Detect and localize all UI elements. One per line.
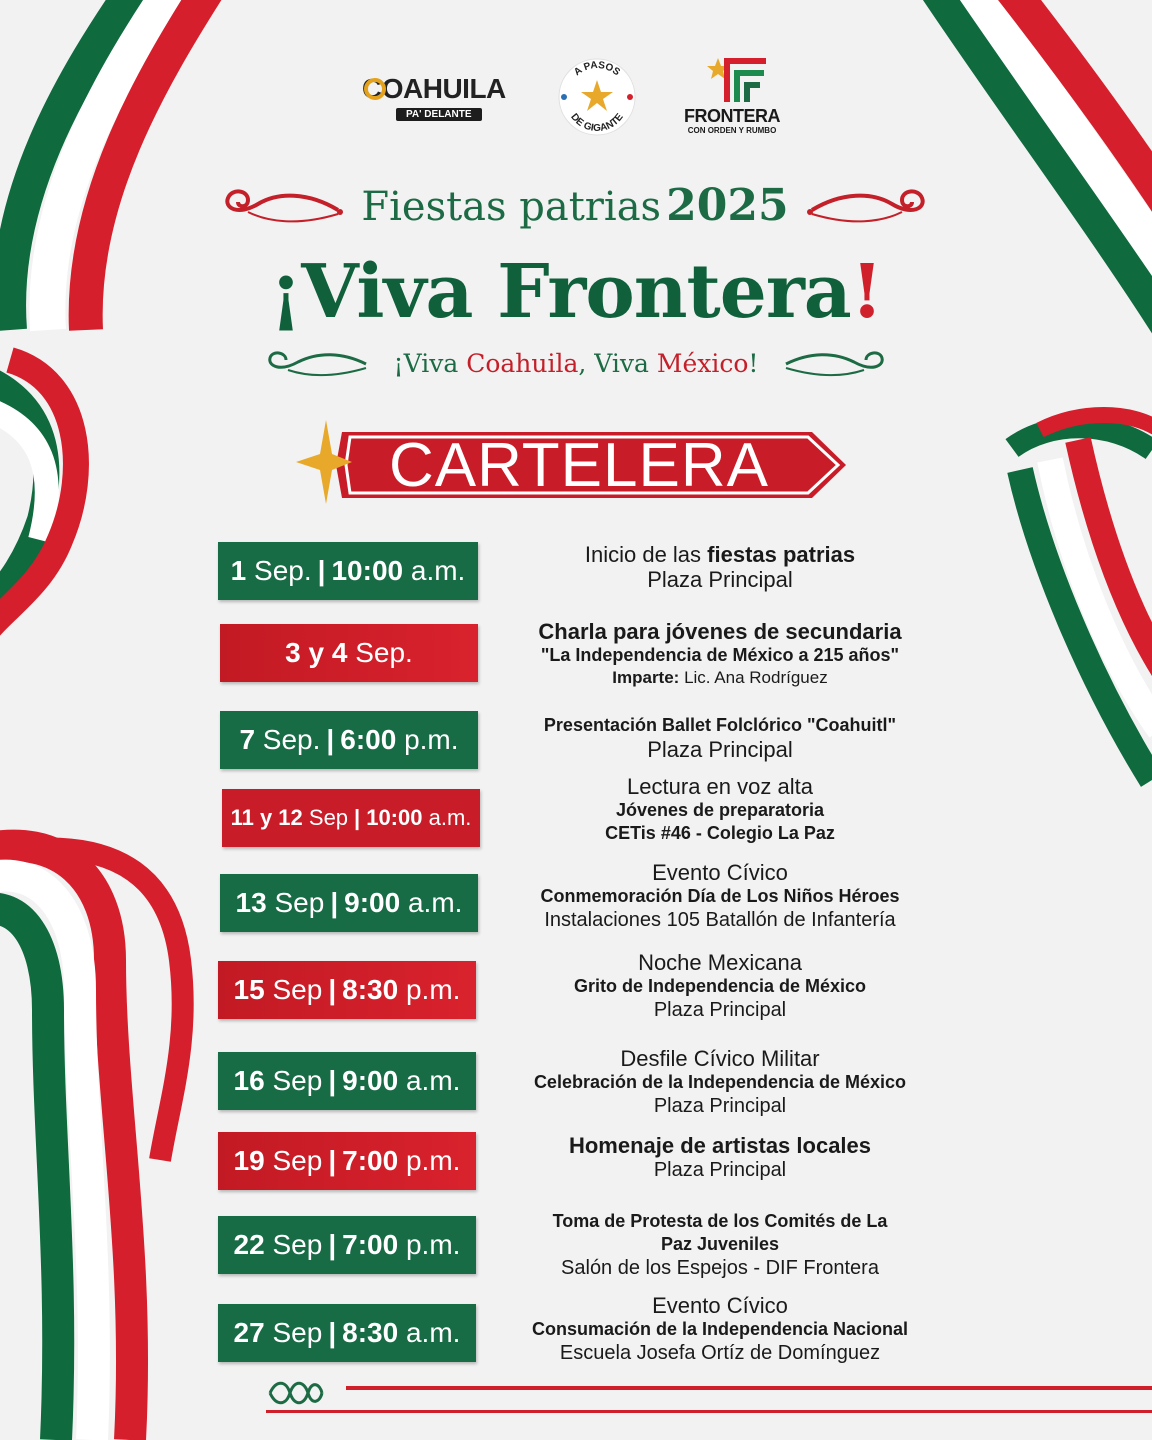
event-day: 15 bbox=[233, 974, 265, 1005]
star-icon bbox=[296, 420, 352, 504]
event-detail: "La Independencia de México a 215 años" bbox=[540, 645, 900, 665]
event-description bbox=[500, 1133, 940, 1183]
slogan-part: ! bbox=[748, 349, 759, 378]
event-date-badge: 15 Sep | 8:30 p.m. bbox=[218, 961, 476, 1019]
event-title: Desfile Cívico Militar bbox=[620, 1046, 820, 1071]
title-main-text: Viva Frontera bbox=[301, 249, 851, 335]
event-title-bold: fiestas patrias bbox=[707, 542, 856, 567]
event-day: 22 bbox=[233, 1229, 265, 1260]
event-day: 3 y 4 bbox=[285, 637, 348, 668]
coahuila-logo-tagline: PA' DELANTE bbox=[396, 108, 482, 121]
event-date-badge: 27 Sep | 8:30 a.m. bbox=[218, 1304, 476, 1362]
event-ampm: p.m. bbox=[405, 1145, 461, 1176]
event-month: Sep. bbox=[355, 637, 413, 668]
slogan-coahuila: Coahuila bbox=[466, 349, 579, 378]
event-day: 13 bbox=[235, 887, 267, 918]
slogan-part: ¡Viva bbox=[393, 349, 467, 378]
event-time: 6:00 bbox=[340, 724, 397, 755]
frontera-logo-text: FRONTERA bbox=[684, 106, 780, 126]
event-ampm: p.m. bbox=[405, 974, 461, 1005]
event-title: Presentación Ballet Folclórico "Coahuitl" bbox=[543, 715, 897, 735]
event-title: Inicio de las bbox=[584, 542, 708, 567]
flourish-left-top-icon bbox=[218, 182, 344, 228]
event-time: 7:00 bbox=[342, 1229, 399, 1260]
event-ampm: p.m. bbox=[405, 1229, 461, 1260]
event-venue: Plaza Principal bbox=[653, 999, 787, 1021]
pasos-top-text: A PASOS bbox=[572, 59, 622, 79]
pasos-bottom-text: DE GIGANTE bbox=[568, 111, 626, 134]
event-ampm: a.m. bbox=[410, 555, 466, 586]
event-detail: Jóvenes de preparatoria bbox=[615, 800, 825, 820]
event-detail: Conmemoración Día de Los Niños Héroes bbox=[540, 886, 900, 906]
event-date-badge bbox=[220, 624, 478, 682]
event-description bbox=[500, 619, 940, 689]
event-speaker-label: Imparte: bbox=[612, 668, 680, 687]
event-day: 19 bbox=[233, 1145, 265, 1176]
event-description bbox=[500, 1046, 940, 1119]
event-venue: Escuela Josefa Ortíz de Domínguez bbox=[559, 1342, 881, 1364]
event-description bbox=[500, 1210, 940, 1281]
event-month: Sep bbox=[272, 1317, 323, 1348]
flourish-right-top-icon bbox=[806, 182, 932, 228]
event-date-badge: 19 Sep | 7:00 p.m. bbox=[218, 1132, 476, 1190]
event-date-badge: 7 Sep. | 6:00 p.m. bbox=[220, 711, 478, 769]
event-description bbox=[500, 714, 940, 762]
frontera-logo-tagline: CON ORDEN Y RUMBO bbox=[687, 126, 777, 135]
event-description bbox=[500, 1293, 940, 1366]
event-subtitle bbox=[350, 180, 800, 238]
event-venue: CETis #46 - Colegio La Paz bbox=[605, 823, 835, 843]
event-time: 9:00 bbox=[342, 1065, 399, 1096]
slogan-mexico: México bbox=[656, 349, 749, 378]
event-detail: Celebración de la Independencia de México bbox=[533, 1072, 907, 1092]
event-month: Sep bbox=[274, 887, 325, 918]
event-time: 8:30 bbox=[342, 974, 399, 1005]
event-date-badge: 22 Sep | 7:00 p.m. bbox=[218, 1216, 476, 1274]
event-date-badge: 13 Sep | 9:00 a.m. bbox=[220, 874, 478, 932]
event-title: Lectura en voz alta bbox=[627, 774, 813, 799]
event-ampm: a.m. bbox=[428, 805, 472, 830]
event-date-badge: 1 Sep. | 10:00 a.m. bbox=[218, 542, 478, 600]
event-description bbox=[500, 860, 940, 933]
event-day: 16 bbox=[233, 1065, 265, 1096]
page-title bbox=[236, 244, 916, 340]
event-title-cont: Paz Juveniles bbox=[660, 1234, 780, 1254]
event-month: Sep. bbox=[262, 724, 321, 755]
footer-ornament-icon bbox=[266, 1376, 326, 1410]
event-ampm: p.m. bbox=[404, 724, 459, 755]
footer-divider bbox=[266, 1410, 1152, 1413]
event-description bbox=[500, 774, 940, 845]
frontera-logo bbox=[672, 54, 792, 134]
event-ampm: a.m. bbox=[405, 1317, 461, 1348]
event-venue: Plaza Principal bbox=[653, 1159, 787, 1181]
title-open-mark: ¡ bbox=[269, 249, 302, 335]
cartelera-title: CARTELERA bbox=[389, 431, 769, 500]
event-month: Sep bbox=[272, 974, 323, 1005]
coahuila-logo-text: COAHUILA bbox=[362, 73, 506, 104]
event-venue: Salón de los Espejos - DIF Frontera bbox=[561, 1257, 879, 1279]
coahuila-logo bbox=[362, 74, 524, 120]
year-text: 2025 bbox=[666, 180, 789, 231]
event-title: Charla para jóvenes de secundaria bbox=[538, 619, 902, 644]
event-title: Toma de Protesta de los Comités de La bbox=[552, 1211, 888, 1231]
event-speaker: Lic. Ana Rodríguez bbox=[679, 668, 828, 687]
event-time: 9:00 bbox=[344, 887, 401, 918]
footer-divider bbox=[346, 1386, 1152, 1390]
event-time: 10:00 bbox=[366, 805, 423, 830]
event-time: 7:00 bbox=[342, 1145, 399, 1176]
coahuila-ring-icon bbox=[364, 78, 386, 100]
event-venue: Plaza Principal bbox=[653, 1095, 787, 1117]
event-title: Noche Mexicana bbox=[638, 950, 802, 975]
event-time: 10:00 bbox=[331, 555, 404, 586]
event-time: 8:30 bbox=[342, 1317, 399, 1348]
event-description bbox=[500, 950, 940, 1023]
event-month: Sep bbox=[308, 805, 349, 830]
slogan-part: , Viva bbox=[578, 349, 657, 378]
event-day: 1 bbox=[230, 555, 247, 586]
event-month: Sep bbox=[272, 1229, 323, 1260]
event-venue: Plaza Principal bbox=[647, 567, 793, 592]
event-title: Homenaje de artistas locales bbox=[568, 1133, 872, 1158]
event-title: Evento Cívico bbox=[652, 1293, 788, 1318]
event-date-badge: 11 y 12 Sep | 10:00 a.m. bbox=[222, 789, 480, 847]
event-venue: Instalaciones 105 Batallón de Infantería bbox=[544, 909, 896, 931]
event-day: 7 bbox=[239, 724, 256, 755]
event-day: 27 bbox=[233, 1317, 265, 1348]
event-month: Sep bbox=[272, 1065, 323, 1096]
frontera-emblem-icon bbox=[672, 54, 792, 106]
event-day: 11 y 12 bbox=[230, 805, 303, 830]
event-month: Sep. bbox=[254, 555, 312, 586]
event-venue: Plaza Principal bbox=[647, 737, 793, 762]
slogan bbox=[346, 344, 806, 384]
event-month: Sep bbox=[272, 1145, 323, 1176]
fiestas-patrias-text: Fiestas patrias bbox=[361, 184, 662, 230]
event-ampm: a.m. bbox=[407, 887, 463, 918]
event-description bbox=[500, 542, 940, 592]
event-ampm: a.m. bbox=[405, 1065, 461, 1096]
a-pasos-de-gigante-logo bbox=[556, 56, 638, 138]
event-date-badge: 16 Sep | 9:00 a.m. bbox=[218, 1052, 476, 1110]
title-close-mark: ! bbox=[850, 249, 883, 335]
event-detail: Grito de Independencia de México bbox=[573, 976, 867, 996]
event-detail: Consumación de la Independencia Nacional bbox=[531, 1319, 909, 1339]
event-title: Evento Cívico bbox=[652, 860, 788, 885]
